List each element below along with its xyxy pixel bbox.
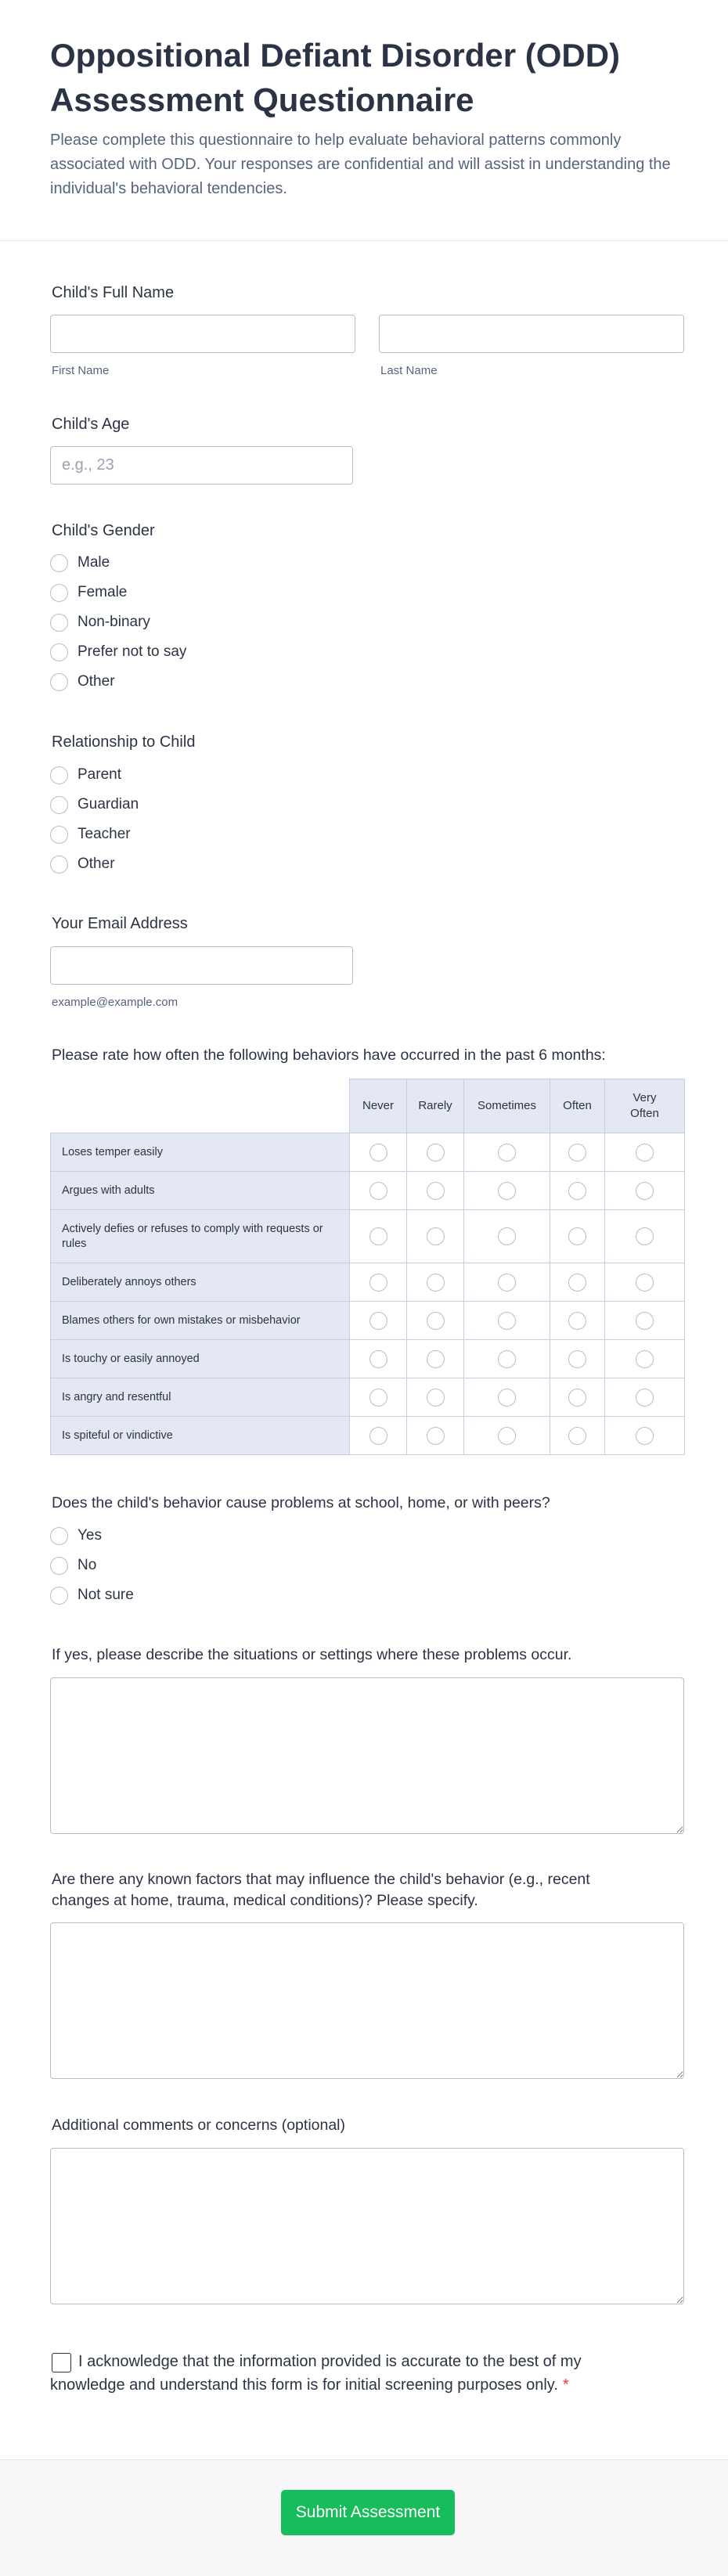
radio-button[interactable] [50,1527,68,1545]
matrix-cell-rarely[interactable] [407,1417,464,1455]
radio-button[interactable] [50,673,68,691]
matrix-cell-very-often[interactable] [605,1340,685,1378]
relationship-option-parent[interactable] [50,763,121,787]
option-label: Other [77,856,115,872]
radio-button[interactable] [498,1312,516,1330]
radio-button[interactable] [427,1274,445,1292]
age-input[interactable] [50,446,353,485]
matrix-cell-very-often[interactable] [605,1210,685,1263]
last-name-sublabel: Last Name [380,364,438,377]
page-title: Oppositional Defiant Disorder (ODD) Assessment Questionnaire [50,37,621,118]
matrix-column-very-often: Very Often [605,1079,685,1133]
gender-option-female[interactable] [50,581,127,604]
gender-option-other[interactable] [50,670,115,694]
radio-button[interactable] [636,1427,654,1445]
situations-label: If yes, please describe the situations or settings where these problems occur. [52,1646,572,1663]
matrix-row [51,1378,685,1417]
radio-button[interactable] [498,1389,516,1407]
gender-option-male[interactable] [50,551,110,575]
radio-button[interactable] [369,1350,387,1368]
matrix-column-rarely: Rarely [407,1079,464,1133]
matrix-row-label: Is touchy or easily annoyed [51,1340,350,1378]
matrix-row-label: Deliberately annoys others [51,1263,350,1302]
behavior-matrix-label: Please rate how often the following behaviors have occurred in the past 6 months: [52,1047,606,1064]
factors-label: Are there any known factors that may influence the child's behavior (e.g., recent changes at home, trauma, medical conditions)? Please specify. [52,1871,590,1909]
matrix-cell-very-often[interactable] [605,1263,685,1302]
acknowledgement-text [50,2350,598,2397]
matrix-cell-often[interactable] [550,1302,605,1340]
problems-option-not-sure[interactable] [50,1583,134,1607]
required-marker: * [562,2376,569,2394]
radio-button[interactable] [50,643,68,661]
radio-button[interactable] [568,1389,586,1407]
radio-button[interactable] [50,1587,68,1605]
gender-label: Child's Gender [52,522,155,539]
matrix-cell-never[interactable] [350,1417,407,1455]
radio-button[interactable] [427,1182,445,1200]
option-label: Yes [77,1527,102,1544]
radio-button[interactable] [427,1312,445,1330]
matrix-cell-sometimes[interactable] [464,1340,550,1378]
radio-button[interactable] [50,554,68,572]
email-sublabel: example@example.com [52,996,178,1009]
matrix-row [51,1133,685,1172]
matrix-cell-often[interactable] [550,1172,605,1210]
option-label: Guardian [77,796,139,812]
matrix-cell-never[interactable] [350,1133,407,1172]
radio-button[interactable] [568,1350,586,1368]
option-label: Non-binary [77,614,150,630]
radio-button[interactable] [568,1182,586,1200]
matrix-column-never: Never [350,1079,407,1133]
matrix-row-label: Loses temper easily [51,1133,350,1172]
first-name-sublabel: First Name [52,364,110,377]
behavior-matrix [50,1079,685,1455]
matrix-cell-rarely[interactable] [407,1378,464,1417]
matrix-cell-sometimes[interactable] [464,1378,550,1417]
email-input[interactable] [50,946,353,985]
option-label: Parent [77,766,121,783]
radio-button[interactable] [636,1144,654,1162]
radio-button[interactable] [568,1274,586,1292]
matrix-cell-often[interactable] [550,1417,605,1455]
radio-button[interactable] [636,1227,654,1245]
matrix-row [51,1302,685,1340]
radio-button[interactable] [369,1227,387,1245]
radio-button[interactable] [50,614,68,632]
gender-option-prefer-not-to-say[interactable] [50,640,186,664]
radio-button[interactable] [568,1144,586,1162]
radio-button[interactable] [427,1227,445,1245]
radio-button[interactable] [636,1350,654,1368]
radio-button[interactable] [636,1312,654,1330]
option-label: Male [77,554,110,571]
matrix-row [51,1263,685,1302]
option-label: No [77,1557,97,1573]
problems-label: Does the child's behavior cause problems at school, home, or with peers? [52,1494,550,1511]
matrix-cell-very-often[interactable] [605,1378,685,1417]
last-name-input[interactable] [379,315,684,353]
radio-button[interactable] [427,1350,445,1368]
matrix-cell-very-often[interactable] [605,1302,685,1340]
matrix-row [51,1340,685,1378]
matrix-cell-sometimes[interactable] [464,1263,550,1302]
submit-button[interactable]: Submit Assessment [281,2490,455,2535]
radio-button[interactable] [369,1312,387,1330]
matrix-cell-never[interactable] [350,1172,407,1210]
matrix-cell-sometimes[interactable] [464,1417,550,1455]
email-label: Your Email Address [52,915,188,932]
matrix-row-label: Is angry and resentful [51,1378,350,1417]
matrix-cell-sometimes[interactable] [464,1210,550,1263]
option-label: Female [77,584,128,600]
gender-option-non-binary[interactable] [50,611,150,634]
radio-button[interactable] [50,1557,68,1575]
matrix-row [51,1210,685,1263]
matrix-row-label: Actively defies or refuses to comply with requests or rules [51,1210,350,1263]
matrix-column-often: Often [550,1079,605,1133]
matrix-cell-sometimes[interactable] [464,1302,550,1340]
situations-textarea[interactable] [50,1677,684,1834]
radio-button[interactable] [50,856,68,874]
relationship-label: Relationship to Child [52,733,196,751]
matrix-cell-rarely[interactable] [407,1172,464,1210]
full-name-label: Child's Full Name [52,284,175,301]
radio-button[interactable] [636,1274,654,1292]
radio-button[interactable] [427,1427,445,1445]
matrix-cell-often[interactable] [550,1340,605,1378]
radio-button[interactable] [50,826,68,844]
matrix-cell-often[interactable] [550,1263,605,1302]
relationship-option-other[interactable] [50,852,115,876]
radio-button[interactable] [498,1144,516,1162]
radio-button[interactable] [636,1389,654,1407]
matrix-cell-rarely[interactable] [407,1263,464,1302]
relationship-option-teacher[interactable] [50,823,131,846]
page-subtitle: Please complete this questionnaire to help evaluate behavioral patterns commonly associated with ODD. Your responses are confidential and will assist in understanding the individual's behavioral tendencies. [50,132,671,197]
option-label: Other [77,673,115,690]
radio-button[interactable] [427,1144,445,1162]
option-label: Teacher [77,826,131,842]
matrix-cell-never[interactable] [350,1340,407,1378]
matrix-cell-sometimes[interactable] [464,1133,550,1172]
matrix-row-label: Is spiteful or vindictive [51,1417,350,1455]
first-name-input[interactable] [50,315,355,353]
radio-button[interactable] [568,1312,586,1330]
matrix-cell-never[interactable] [350,1378,407,1417]
radio-button[interactable] [568,1227,586,1245]
matrix-corner [51,1079,350,1133]
matrix-cell-rarely[interactable] [407,1133,464,1172]
relationship-option-guardian[interactable] [50,793,139,816]
matrix-cell-often[interactable] [550,1378,605,1417]
radio-button[interactable] [369,1274,387,1292]
radio-button[interactable] [50,584,68,602]
matrix-cell-very-often[interactable] [605,1172,685,1210]
radio-button[interactable] [427,1389,445,1407]
option-label: Prefer not to say [77,643,187,660]
matrix-cell-very-often[interactable] [605,1133,685,1172]
radio-button[interactable] [498,1274,516,1292]
option-label: Not sure [77,1587,134,1603]
matrix-cell-never[interactable] [350,1263,407,1302]
acknowledgement-label: I acknowledge that the information provided is accurate to the best of my knowledge and understand this form is for initial screening purposes only. [50,2353,582,2394]
problems-option-yes[interactable] [50,1524,102,1547]
radio-button[interactable] [50,796,68,814]
matrix-cell-rarely[interactable] [407,1302,464,1340]
matrix-row [51,1172,685,1210]
radio-button[interactable] [498,1427,516,1445]
matrix-row-label: Blames others for own mistakes or misbehavior [51,1302,350,1340]
problems-option-no[interactable] [50,1554,96,1577]
matrix-row [51,1417,685,1455]
radio-button[interactable] [369,1389,387,1407]
matrix-row-label: Argues with adults [51,1172,350,1210]
matrix-cell-rarely[interactable] [407,1210,464,1263]
radio-button[interactable] [498,1227,516,1245]
matrix-column-sometimes: Sometimes [464,1079,550,1133]
comments-label: Additional comments or concerns (optional) [52,2117,346,2134]
matrix-cell-never[interactable] [350,1210,407,1263]
radio-button[interactable] [568,1427,586,1445]
radio-button[interactable] [369,1144,387,1162]
matrix-cell-often[interactable] [550,1133,605,1172]
radio-button[interactable] [369,1182,387,1200]
radio-button[interactable] [636,1182,654,1200]
radio-button[interactable] [50,766,68,784]
matrix-cell-rarely[interactable] [407,1340,464,1378]
radio-button[interactable] [498,1182,516,1200]
form-header [0,0,728,241]
radio-button[interactable] [369,1427,387,1445]
factors-textarea[interactable] [50,1922,684,2079]
age-label: Child's Age [52,416,130,433]
matrix-cell-sometimes[interactable] [464,1172,550,1210]
radio-button[interactable] [498,1350,516,1368]
matrix-cell-never[interactable] [350,1302,407,1340]
matrix-cell-often[interactable] [550,1210,605,1263]
comments-textarea[interactable] [50,2148,684,2304]
matrix-cell-very-often[interactable] [605,1417,685,1455]
